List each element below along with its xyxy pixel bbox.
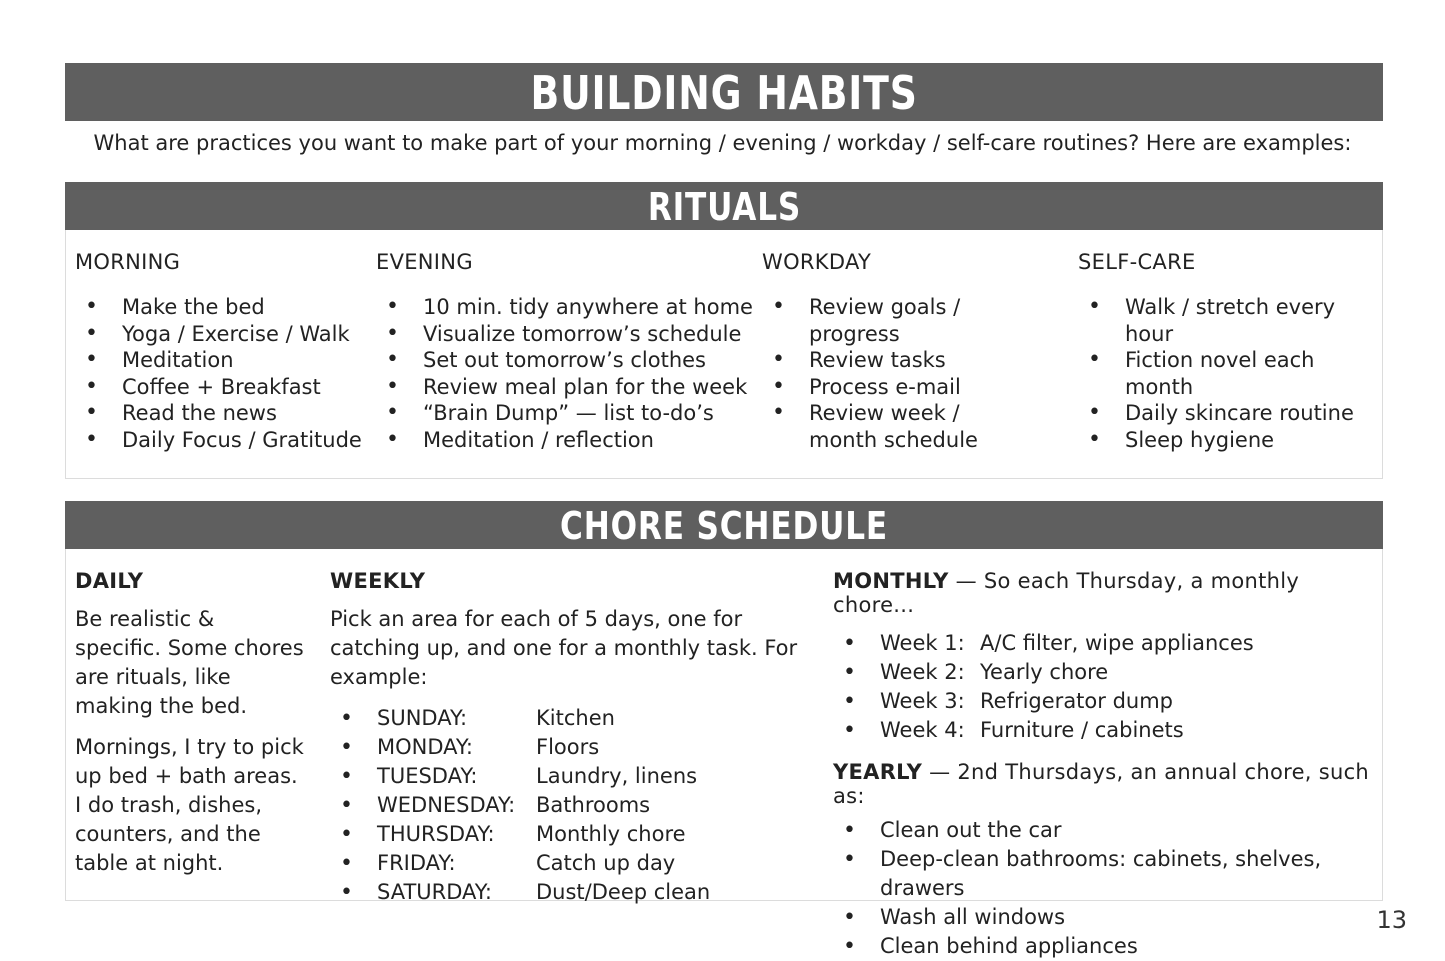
list-item: • Review week / month schedule [762,400,999,453]
list-item [330,820,810,849]
list-item: • Review goals / progress [762,294,1052,347]
list-item: • Set out tomorrow’s clothes [376,347,753,374]
list-item: • Clean out the car [833,816,1378,845]
day-task: Bathrooms [536,793,651,817]
rituals-column-workday [762,250,1052,454]
monthly-title: MONTHLY [833,569,949,593]
rituals-section [65,230,1383,479]
yearly-list [833,816,1378,961]
list-item: • Process e-mail [762,374,1052,401]
day-task: Catch up day [536,851,676,875]
intro-text: What are practices you want to make part of your morning / evening / workday / self-care routines? Here are examples: [93,131,1352,155]
daily-paragraph: Mornings, I try to pick up bed + bath areas. I do trash, dishes, counters, and the table at night. [75,735,304,875]
list-item: • Review tasks [762,347,1052,374]
weekly-list [330,704,810,907]
list-item: • Meditation / reflection [376,427,753,454]
list-item: • Clean behind appliances [833,932,1378,961]
list-item: • Yoga / Exercise / Walk [75,321,362,348]
list-item [330,849,810,878]
list-item [833,629,1378,658]
week-label: Week 4: [880,718,965,742]
week-label: Week 1: [880,631,965,655]
list-item: • Daily Focus / Gratitude [75,427,362,454]
column-title: MORNING [75,250,181,274]
week-label: Week 2: [880,660,965,684]
list-item [330,878,810,907]
day-label: SUNDAY: [377,706,468,730]
rituals-list [376,294,753,454]
column-title: WORKDAY [762,250,872,274]
week-task: Yearly chore [980,660,1109,684]
week-label: Week 3: [880,689,965,713]
list-item: • Read the news [75,400,362,427]
chore-schedule-banner [65,501,1383,549]
day-label: FRIDAY: [377,851,456,875]
daily-paragraph: Be realistic & specific. Some chores are rituals, like making the bed. [75,607,304,718]
column-title: WEEKLY [330,569,426,593]
rituals-column-evening [376,250,753,454]
monthly-list [833,629,1378,745]
list-item [330,733,810,762]
monthly-subtitle: — So each Thursday, a monthly chore... [833,569,1300,617]
column-title: EVENING [376,250,473,274]
day-label: THURSDAY: [377,822,495,846]
list-item [330,791,810,820]
column-title: SELF-CARE [1078,250,1196,274]
day-label: SATURDAY: [377,880,492,904]
rituals-list [1078,294,1382,454]
weekly-intro: Pick an area for each of 5 days, one for catching up, and one for a monthly task. For example: [330,607,798,689]
list-item: • Daily skincare routine [1078,400,1382,427]
column-title: DAILY [75,569,144,593]
page-title: BUILDING HABITS [530,66,918,120]
day-task: Kitchen [536,706,615,730]
day-task: Monthly chore [536,822,686,846]
chores-column-daily [75,569,305,878]
rituals-banner [65,182,1383,230]
list-item [833,716,1378,745]
rituals-column-morning [75,250,362,454]
chore-schedule-heading: CHORE SCHEDULE [559,504,889,548]
rituals-list [762,294,1052,454]
week-task: Refrigerator dump [980,689,1173,713]
list-item: • Fiction novel each month [1078,347,1382,400]
day-task: Floors [536,735,600,759]
list-item: • Review meal plan for the week [376,374,753,401]
list-item: • Walk / stretch every hour [1078,294,1382,347]
yearly-subtitle: — 2nd Thursdays, an annual chore, such as: [833,760,1370,808]
list-item [330,704,810,733]
list-item: • 10 min. tidy anywhere at home [376,294,753,321]
yearly-title: YEARLY [833,760,923,784]
list-item [330,762,810,791]
week-task: A/C filter, wipe appliances [980,631,1254,655]
chores-column-weekly [330,569,810,907]
rituals-heading: RITUALS [647,185,801,229]
list-item [833,687,1378,716]
list-item: • Deep-clean bathrooms: cabinets, shelves, drawers [833,845,1378,903]
day-label: WEDNESDAY: [377,793,516,817]
day-task: Dust/Deep clean [536,880,711,904]
list-item: • “Brain Dump” — list to-do’s [376,400,753,427]
list-item: • Visualize tomorrow’s schedule [376,321,753,348]
page-title-banner [65,63,1383,121]
day-label: MONDAY: [377,735,474,759]
page-number: 13 [1376,906,1407,934]
rituals-list [75,294,362,454]
yearly-title-line [833,760,1378,808]
chores-column-monthly [833,569,1378,961]
list-item: • Wash all windows [833,903,1378,932]
day-task: Laundry, linens [536,764,698,788]
list-item [833,658,1378,687]
list-item: • Make the bed [75,294,362,321]
list-item: • Coffee + Breakfast [75,374,362,401]
chore-schedule-section [65,549,1383,958]
list-item: • Meditation [75,347,362,374]
monthly-title-line [833,569,1378,617]
list-item: • Sleep hygiene [1078,427,1382,454]
rituals-column-self-care [1078,250,1382,454]
day-label: TUESDAY: [377,764,478,788]
week-task: Furniture / cabinets [980,718,1184,742]
